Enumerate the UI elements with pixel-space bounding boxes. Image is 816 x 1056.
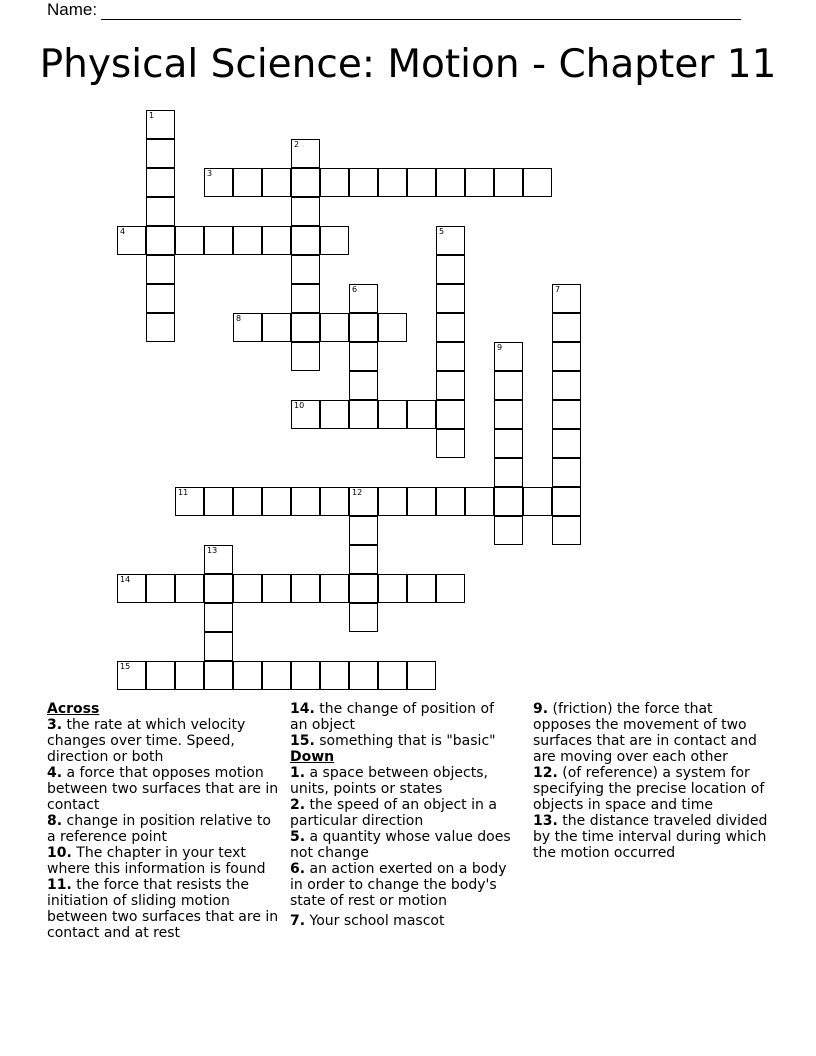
cell-number: 15 <box>120 662 131 671</box>
crossword-cell[interactable] <box>552 342 581 371</box>
crossword-cell[interactable] <box>552 371 581 400</box>
crossword-cell[interactable] <box>320 661 349 690</box>
crossword-cell[interactable] <box>349 284 378 313</box>
crossword-cell[interactable] <box>552 458 581 487</box>
crossword-cell[interactable] <box>378 168 407 197</box>
crossword-cell[interactable] <box>378 661 407 690</box>
crossword-cell[interactable] <box>349 661 378 690</box>
crossword-cell[interactable] <box>349 516 378 545</box>
crossword-cell[interactable] <box>146 139 175 168</box>
crossword-cell[interactable] <box>349 545 378 574</box>
crossword-cell[interactable] <box>407 487 436 516</box>
crossword-cell[interactable] <box>494 342 523 371</box>
crossword-cell[interactable] <box>233 226 262 255</box>
clue-text: the rate at which velocity changes over time. Speed, direction or both <box>47 717 246 765</box>
down-heading: Down <box>290 749 335 765</box>
crossword-cell[interactable] <box>146 255 175 284</box>
crossword-cell[interactable] <box>320 574 349 603</box>
clues-column-1 <box>47 701 279 941</box>
cell-number: 6 <box>352 285 358 294</box>
across-clue <box>47 877 279 941</box>
clue-text: Your school mascot <box>305 913 445 929</box>
crossword-cell[interactable] <box>233 661 262 690</box>
cell-number: 5 <box>439 227 445 236</box>
crossword-cell[interactable] <box>436 400 465 429</box>
clue-text: the distance traveled divided by the time interval during which the motion occurred <box>533 813 768 861</box>
crossword-cell[interactable] <box>262 313 291 342</box>
crossword-cell[interactable] <box>349 487 378 516</box>
crossword-cell[interactable] <box>552 313 581 342</box>
crossword-cell[interactable] <box>494 168 523 197</box>
crossword-cell[interactable] <box>407 168 436 197</box>
crossword-cell[interactable] <box>146 197 175 226</box>
crossword-cell[interactable] <box>349 168 378 197</box>
clue-text: a force that opposes motion between two surfaces that are in contact <box>47 765 279 813</box>
crossword-cell[interactable] <box>320 400 349 429</box>
across-clue <box>47 813 279 845</box>
cell-number: 9 <box>497 343 503 352</box>
crossword-cell[interactable] <box>233 487 262 516</box>
crossword-cell[interactable] <box>436 371 465 400</box>
crossword-cell[interactable] <box>494 371 523 400</box>
crossword-cell[interactable] <box>465 168 494 197</box>
crossword-cell[interactable] <box>436 226 465 255</box>
crossword-cell[interactable] <box>233 313 262 342</box>
crossword-cell[interactable] <box>349 603 378 632</box>
cell-number: 2 <box>294 140 300 149</box>
clue-text: something that is "basic" <box>314 733 496 749</box>
crossword-cell[interactable] <box>436 168 465 197</box>
crossword-cell[interactable] <box>204 661 233 690</box>
crossword-cell[interactable] <box>494 516 523 545</box>
crossword-cell[interactable] <box>378 574 407 603</box>
clues-column-3 <box>533 701 773 861</box>
crossword-cell[interactable] <box>407 400 436 429</box>
clue-number: 12. <box>533 765 558 781</box>
crossword-cell[interactable] <box>262 487 291 516</box>
crossword-cell[interactable] <box>320 226 349 255</box>
cell-number: 12 <box>352 488 363 497</box>
crossword-cell[interactable] <box>436 313 465 342</box>
clue-text: an action exerted on a body in order to change the body's state of rest or motion <box>290 861 507 909</box>
crossword-cell[interactable] <box>349 342 378 371</box>
cell-number: 7 <box>555 285 561 294</box>
cell-number: 14 <box>120 575 131 584</box>
clue-text: (of reference) a system for specifying the precise location of objects in space and time <box>533 765 765 813</box>
crossword-cell[interactable] <box>262 574 291 603</box>
crossword-cell[interactable] <box>291 168 320 197</box>
cell-number: 11 <box>178 488 189 497</box>
crossword-cell[interactable] <box>320 168 349 197</box>
crossword-cell[interactable] <box>204 632 233 661</box>
crossword-cell[interactable] <box>320 313 349 342</box>
clue-number: 7. <box>290 913 306 929</box>
crossword-cell[interactable] <box>175 661 204 690</box>
crossword-cell[interactable] <box>407 661 436 690</box>
crossword-cell[interactable] <box>204 545 233 574</box>
name-label: Name: <box>47 0 98 19</box>
crossword-cell[interactable] <box>291 313 320 342</box>
clue-text: (friction) the force that opposes the movement of two surfaces that are in contact and are moving over each other <box>533 701 757 765</box>
crossword-cell[interactable] <box>494 458 523 487</box>
crossword-cell[interactable] <box>552 400 581 429</box>
crossword-cell[interactable] <box>552 487 581 516</box>
clue-text: the force that resists the initiation of sliding motion between two surfaces that are in contact and at rest <box>47 877 279 941</box>
down-clue <box>290 861 514 909</box>
crossword-cell[interactable] <box>262 661 291 690</box>
clue-number: 10. <box>47 845 72 861</box>
crossword-cell[interactable] <box>465 487 494 516</box>
crossword-cell[interactable] <box>349 574 378 603</box>
down-clue <box>290 797 514 829</box>
crossword-cell[interactable] <box>436 429 465 458</box>
crossword-cell[interactable] <box>146 574 175 603</box>
crossword-cell[interactable] <box>523 168 552 197</box>
clue-number: 9. <box>533 701 549 717</box>
crossword-cell[interactable] <box>291 139 320 168</box>
crossword-cell[interactable] <box>494 487 523 516</box>
crossword-cell[interactable] <box>291 487 320 516</box>
across-clue <box>290 733 514 749</box>
crossword-cell[interactable] <box>117 226 146 255</box>
cell-number: 1 <box>149 111 155 120</box>
crossword-cell[interactable] <box>291 226 320 255</box>
clue-number: 14. <box>290 701 315 717</box>
crossword-cell[interactable] <box>320 487 349 516</box>
cell-number: 10 <box>294 401 305 410</box>
clue-number: 8. <box>47 813 63 829</box>
crossword-cell[interactable] <box>291 400 320 429</box>
crossword-cell[interactable] <box>291 197 320 226</box>
crossword-cell[interactable] <box>494 429 523 458</box>
crossword-cell[interactable] <box>204 487 233 516</box>
crossword-cell[interactable] <box>175 574 204 603</box>
crossword-cell[interactable] <box>146 284 175 313</box>
crossword-cell[interactable] <box>378 400 407 429</box>
crossword-cell[interactable] <box>349 371 378 400</box>
across-clue <box>47 845 279 877</box>
clue-number: 6. <box>290 861 306 877</box>
crossword-cell[interactable] <box>117 661 146 690</box>
crossword-cell[interactable] <box>146 168 175 197</box>
down-clue <box>533 765 773 813</box>
clue-text: a space between objects, units, points or states <box>290 765 488 797</box>
crossword-cell[interactable] <box>146 661 175 690</box>
cell-number: 8 <box>236 314 242 323</box>
crossword-cell[interactable] <box>204 226 233 255</box>
crossword-cell[interactable] <box>436 342 465 371</box>
crossword-cell[interactable] <box>407 574 436 603</box>
crossword-cell[interactable] <box>436 574 465 603</box>
crossword-cell[interactable] <box>233 168 262 197</box>
cell-number: 3 <box>207 169 213 178</box>
crossword-cell[interactable] <box>291 255 320 284</box>
crossword-cell[interactable] <box>262 168 291 197</box>
clue-number: 5. <box>290 829 306 845</box>
down-clue <box>290 765 514 797</box>
crossword-cell[interactable] <box>552 516 581 545</box>
crossword-cell[interactable] <box>233 574 262 603</box>
clue-number: 4. <box>47 765 63 781</box>
clue-text: The chapter in your text where this information is found <box>47 845 266 877</box>
crossword-cell[interactable] <box>291 284 320 313</box>
crossword-cell[interactable] <box>146 226 175 255</box>
down-clue <box>290 913 514 929</box>
across-clue <box>47 765 279 813</box>
crossword-cell[interactable] <box>349 313 378 342</box>
crossword-cell[interactable] <box>146 110 175 139</box>
clue-text: the speed of an object in a particular direction <box>290 797 497 829</box>
clue-number: 13. <box>533 813 558 829</box>
across-clue <box>290 701 514 733</box>
crossword-cell[interactable] <box>291 574 320 603</box>
clue-text: change in position relative to a reference point <box>47 813 271 845</box>
crossword-cell[interactable] <box>146 313 175 342</box>
crossword-cell[interactable] <box>117 574 146 603</box>
crossword-cell[interactable] <box>349 400 378 429</box>
crossword-cell[interactable] <box>378 487 407 516</box>
crossword-cell[interactable] <box>204 603 233 632</box>
crossword-cell[interactable] <box>436 284 465 313</box>
crossword-cell[interactable] <box>175 226 204 255</box>
crossword-cell[interactable] <box>291 342 320 371</box>
crossword-cell[interactable] <box>552 284 581 313</box>
cell-number: 13 <box>207 546 218 555</box>
down-clue <box>290 829 514 861</box>
cell-number: 4 <box>120 227 126 236</box>
crossword-cell[interactable] <box>175 487 204 516</box>
page-title: Physical Science: Motion - Chapter 11 <box>39 42 777 87</box>
clue-text: the change of position of an object <box>290 701 495 733</box>
across-clue <box>47 717 279 765</box>
crossword-cell[interactable] <box>436 255 465 284</box>
crossword-cell[interactable] <box>436 487 465 516</box>
clue-number: 2. <box>290 797 306 813</box>
crossword-cell[interactable] <box>494 400 523 429</box>
crossword-cell[interactable] <box>523 487 552 516</box>
crossword-cell[interactable] <box>204 574 233 603</box>
crossword-cell[interactable] <box>378 313 407 342</box>
crossword-cell[interactable] <box>552 429 581 458</box>
clues-column-2 <box>290 701 514 929</box>
clue-number: 3. <box>47 717 63 733</box>
crossword-cell[interactable] <box>204 168 233 197</box>
across-heading: Across <box>47 701 100 717</box>
crossword-cell[interactable] <box>262 226 291 255</box>
clue-number: 1. <box>290 765 306 781</box>
clue-number: 15. <box>290 733 315 749</box>
crossword-cell[interactable] <box>291 661 320 690</box>
clue-number: 11. <box>47 877 72 893</box>
down-clue <box>533 813 773 861</box>
down-clue <box>533 701 773 765</box>
clue-text: a quantity whose value does not change <box>290 829 511 861</box>
